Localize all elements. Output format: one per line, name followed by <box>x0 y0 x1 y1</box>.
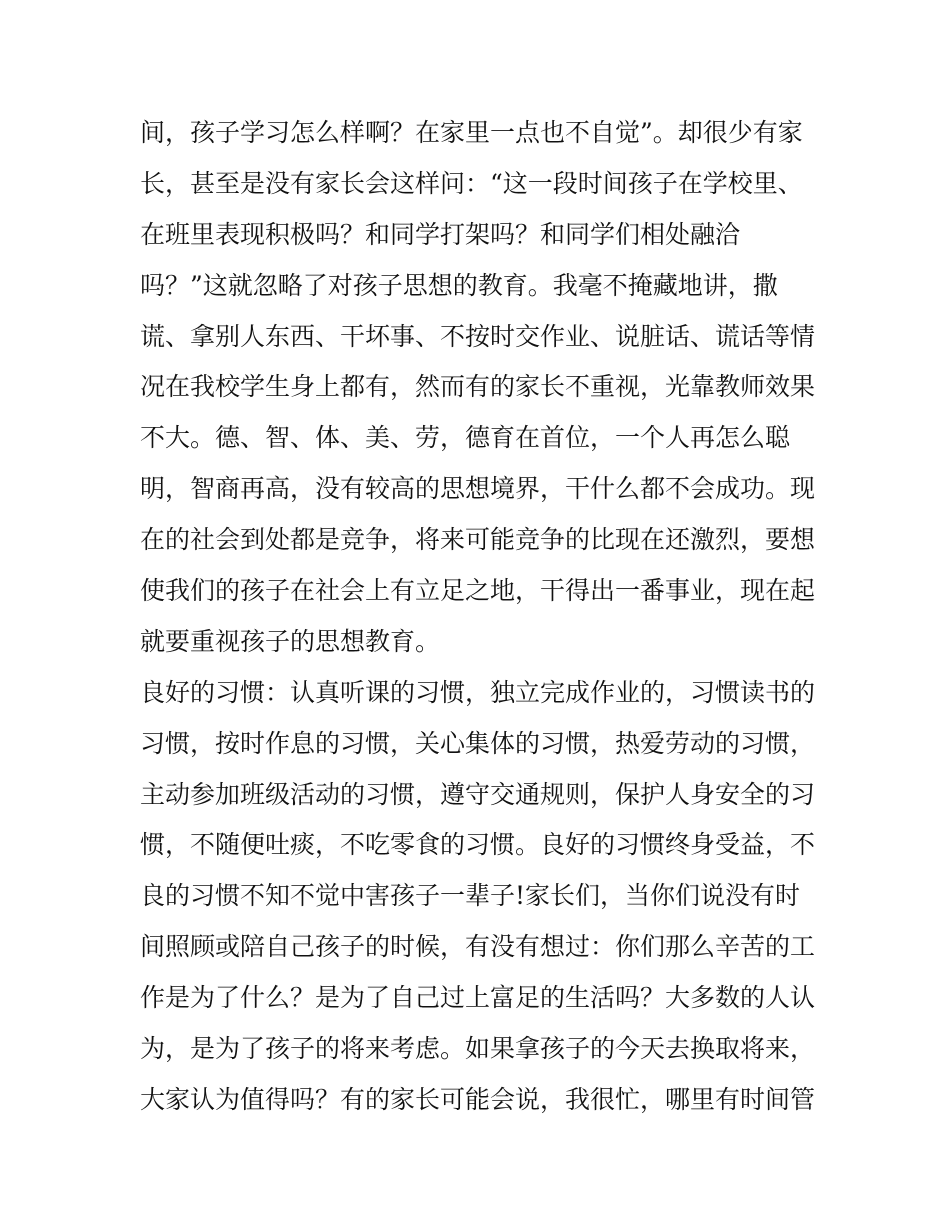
text-line: 主动参加班级活动的习惯，遵守交通规则，保护人身安全的习 <box>140 779 816 809</box>
text-line: 在的社会到处都是竞争，将来可能竞争的比现在还激烈，要想 <box>140 525 816 555</box>
text-line: 长，甚至是没有家长会这样问：“这一段时间孩子在学校里、 <box>140 168 803 198</box>
text-line: 明，智商再高，没有较高的思想境界，干什么都不会成功。现 <box>140 474 816 504</box>
text-line: 不大。德、智、体、美、劳，德育在首位，一个人再怎么聪 <box>140 423 791 453</box>
text-line: 间，孩子学习怎么样啊？在家里一点也不自觉”。却很少有家 <box>140 118 803 147</box>
text-line: 况在我校学生身上都有，然而有的家长不重视，光靠教师效果 <box>140 372 816 402</box>
body-text <box>140 108 820 1126</box>
text-line: 良好的习惯：认真听课的习惯，独立完成作业的，习惯读书的 <box>140 677 816 707</box>
text-line: 为，是为了孩子的将来考虑。如果拿孩子的今天去换取将来， <box>140 1034 816 1064</box>
text-line: 习惯，按时作息的习惯，关心集体的习惯，热爱劳动的习惯， <box>140 728 816 758</box>
text-line: 良的习惯不知不觉中害孩子一辈子!家长们，当你们说没有时 <box>140 881 801 911</box>
text-line: 在班里表现积极吗？和同学打架吗？和同学们相处融洽 <box>140 219 741 249</box>
text-line: 谎、拿别人东西、干坏事、不按时交作业、说脏话、谎话等情 <box>140 321 816 351</box>
text-line: 大家认为值得吗？有的家长可能会说，我很忙，哪里有时间管 <box>140 1084 816 1114</box>
text-line: 吗？”这就忽略了对孩子思想的教育。我毫不掩藏地讲，撒 <box>140 270 778 300</box>
text-line: 作是为了什么？是为了自己过上富足的生活吗？大多数的人认 <box>140 983 816 1013</box>
text-line: 就要重视孩子的思想教育。 <box>140 626 441 656</box>
text-line: 使我们的孩子在社会上有立足之地，干得出一番事业，现在起 <box>140 576 816 606</box>
text-line: 惯，不随便吐痰，不吃零食的习惯。良好的习惯终身受益，不 <box>140 830 816 860</box>
text-line: 间照顾或陪自己孩子的时候，有没有想过：你们那么辛苦的工 <box>140 932 816 962</box>
